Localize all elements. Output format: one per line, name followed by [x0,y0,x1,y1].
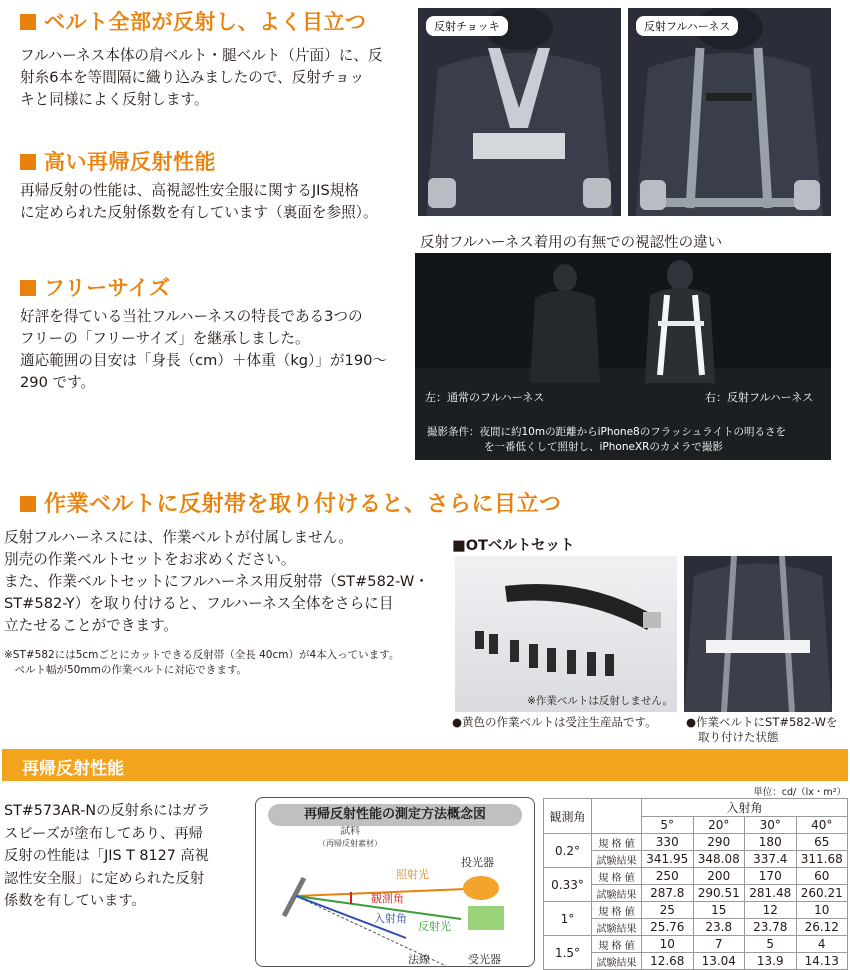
value-cell: 348.08 [693,851,745,868]
table-empty-cell [592,799,642,834]
angle-header: 40° [796,817,848,834]
value-cell: 337.4 [745,851,797,868]
attached-belt-caption [686,715,838,745]
retroreflective-banner [2,749,848,781]
specimen-label: 試料 [340,826,360,837]
text-line: フリーの「フリーサイズ」を継承しました。 [20,330,310,347]
section-title-text: 高い再帰反射性能 [44,150,216,174]
result-label-cell: 試験結果 [592,953,642,970]
obs-angle-cell: 0.33° [544,868,592,902]
text-line: スビーズが塗布してあり、再帰 [4,825,203,842]
text-line: を一番低くして照射し、iPhoneXRのカメラで撮影 [484,441,723,453]
text-line: キと同様によく反射します。 [20,91,209,108]
table-row [544,936,848,953]
incidence-label: 入射角 [374,912,407,925]
text-line: 係数を有しています。 [4,893,146,909]
value-cell: 23.8 [693,919,745,936]
value-cell: 5 [745,936,797,953]
section-title-reflective-belts [20,6,367,36]
value-cell: 10 [642,936,694,953]
projector-label: 投光器 [461,856,494,869]
text-line: 射糸6本を等間隔に織り込みましたので、反射チョッ [20,69,365,86]
note-line: ※ST#582には5cmごとにカットできる反射帯（全長 40cm）が4本入っています。 [4,649,400,661]
section-title-text: 作業ベルトに反射帯を取り付けると、さらに目立つ [44,492,562,517]
value-cell: 311.68 [796,851,848,868]
text-line: 再帰反射の性能は、高視認性安全服に関するJIS規格 [20,182,359,199]
value-cell: 7 [693,936,745,953]
caption-line: ●作業ベルトにST#582-Wを [686,715,838,729]
text-line: 反射の性能は「JIS T 8127 高視 [4,848,209,864]
section4-body [4,527,449,637]
square-bullet-icon [20,280,36,296]
receiver-label: 受光器 [468,953,501,966]
value-cell: 65 [796,834,848,851]
result-label-cell: 試験結果 [592,919,642,936]
text-line: に定められた反射係数を有しています（裏面を参照）。 [20,204,378,221]
measurement-diagram [255,797,535,967]
section3-body [20,306,415,394]
obs-angle-cell: 1° [544,902,592,936]
projector-icon [463,876,499,900]
obs-angle-label: 観測角 [371,892,404,905]
section2-body [20,180,415,224]
spec-label-cell: 規 格 値 [592,902,642,919]
text-line: 撮影条件：夜間に約10mの距離からiPhone8のフラッシュライトの明るさを [427,426,786,438]
text-line: 立たせることができます。 [4,617,178,634]
value-cell: 15 [693,902,745,919]
text-line: ST#582-Y）を取り付けると、フルハーネス全体をさらに目 [4,595,394,612]
value-cell: 260.21 [796,885,848,902]
reflection-coefficient-table [543,798,848,970]
value-cell: 341.95 [642,851,694,868]
value-cell: 290.51 [693,885,745,902]
value-cell: 14.13 [796,953,848,970]
incidence-header: 入射角 [642,799,848,817]
value-cell: 4 [796,936,848,953]
section-title-text: ベルト全部が反射し、よく目立つ [44,10,367,34]
text-line: 反射フルハーネスには、作業ベルトが付属しません。 [4,529,353,546]
belt-set-illustration [455,556,677,712]
text-line: フルハーネス本体の肩ベルト・腿ベルト（片面）に、反 [20,47,383,64]
photo-label-harness: 反射フルハーネス [636,16,738,36]
specimen-sub-label: （再帰反射素材） [318,839,382,848]
square-bullet-icon [20,154,36,170]
angle-header: 20° [693,817,745,834]
shooting-conditions [427,425,786,455]
value-cell: 250 [642,868,694,885]
text-line: また、作業ベルトセットにフルハーネス用反射帯（ST#582-W・ [4,573,429,590]
text-line: 適応範囲の目安は「身長（cm）＋体重（kg）」が190〜 [20,352,387,369]
value-cell: 200 [693,868,745,885]
spec-label-cell: 規 格 値 [592,834,642,851]
value-cell: 13.9 [745,953,797,970]
text-line: 290 です。 [20,374,96,391]
spec-label-cell: 規 格 値 [592,868,642,885]
table-row [544,902,848,919]
vest-illustration [418,8,621,216]
value-cell: 170 [745,868,797,885]
obs-angle-cell: 0.2° [544,834,592,868]
section-title-text: フリーサイズ [44,276,171,300]
belt-attached-photo [684,556,832,712]
normal-label: 法線 [408,953,430,966]
value-cell: 10 [796,902,848,919]
harness-illustration [628,8,831,216]
text-line: 別売の作業ベルトセットをお求めください。 [4,551,296,568]
text-line: 好評を得ている当社フルハーネスの特長である3つの [20,308,363,325]
table-unit: 単位：cd/（lx・m²） [753,787,846,798]
value-cell: 12 [745,902,797,919]
spec-label-cell: 規 格 値 [592,936,642,953]
reflective-harness-photo [628,8,831,216]
attached-belt-illustration [684,556,832,712]
obs-angle-cell: 1.5° [544,936,592,970]
reflected-label: 反射光 [418,920,451,933]
table-corner-header: 観測角 [544,799,592,834]
night-right-label: 右：反射フルハーネス [705,391,814,404]
diagram-title: 再帰反射性能の測定方法概念図 [268,804,522,826]
text-line: ST#573AR-Nの反射糸にはガラ [4,803,211,819]
value-cell: 23.78 [745,919,797,936]
table-row [544,834,848,851]
value-cell: 290 [693,834,745,851]
ot-belt-set-heading: ■OTベルトセット [452,538,575,554]
value-cell: 25 [642,902,694,919]
receiver-icon [468,906,504,930]
section-title-work-belt [20,487,562,518]
night-left-label: 左：通常のフルハーネス [425,391,545,404]
retro-body [4,800,250,913]
value-cell: 12.68 [642,953,694,970]
caption-line: 取り付けた状態 [698,730,779,744]
section1-body [20,45,410,111]
angle-header: 5° [642,817,694,834]
yellow-belt-caption: ●黄色の作業ベルトは受注生産品です。 [452,715,657,729]
value-cell: 13.04 [693,953,745,970]
illumination-label: 照射光 [396,868,429,881]
reflective-vest-photo [418,8,621,216]
result-label-cell: 試験結果 [592,885,642,902]
section-title-free-size [20,272,170,302]
value-cell: 180 [745,834,797,851]
value-cell: 281.48 [745,885,797,902]
section-title-retroreflective [20,146,216,176]
angle-header: 30° [745,817,797,834]
diagram-svg [256,826,535,966]
ot-belt-set-photo [455,556,677,712]
table-row [544,868,848,885]
photo-label-vest: 反射チョッキ [426,16,508,36]
night-photo-heading: 反射フルハーネス着用の有無での視認性の違い [420,235,723,251]
section4-notes [4,648,444,678]
belt-not-reflective-note: ※作業ベルトは反射しません。 [527,695,673,707]
banner-title: 再帰反射性能 [22,759,124,779]
note-line: ベルト幅が50mmの作業ベルトに対応できます。 [4,664,247,676]
result-label-cell: 試験結果 [592,851,642,868]
value-cell: 25.76 [642,919,694,936]
value-cell: 330 [642,834,694,851]
value-cell: 26.12 [796,919,848,936]
value-cell: 287.8 [642,885,694,902]
square-bullet-icon [20,496,36,512]
square-bullet-icon [20,14,36,30]
night-comparison-photo [415,253,831,460]
value-cell: 60 [796,868,848,885]
text-line: 認性安全服」に定められた反射 [4,870,205,887]
